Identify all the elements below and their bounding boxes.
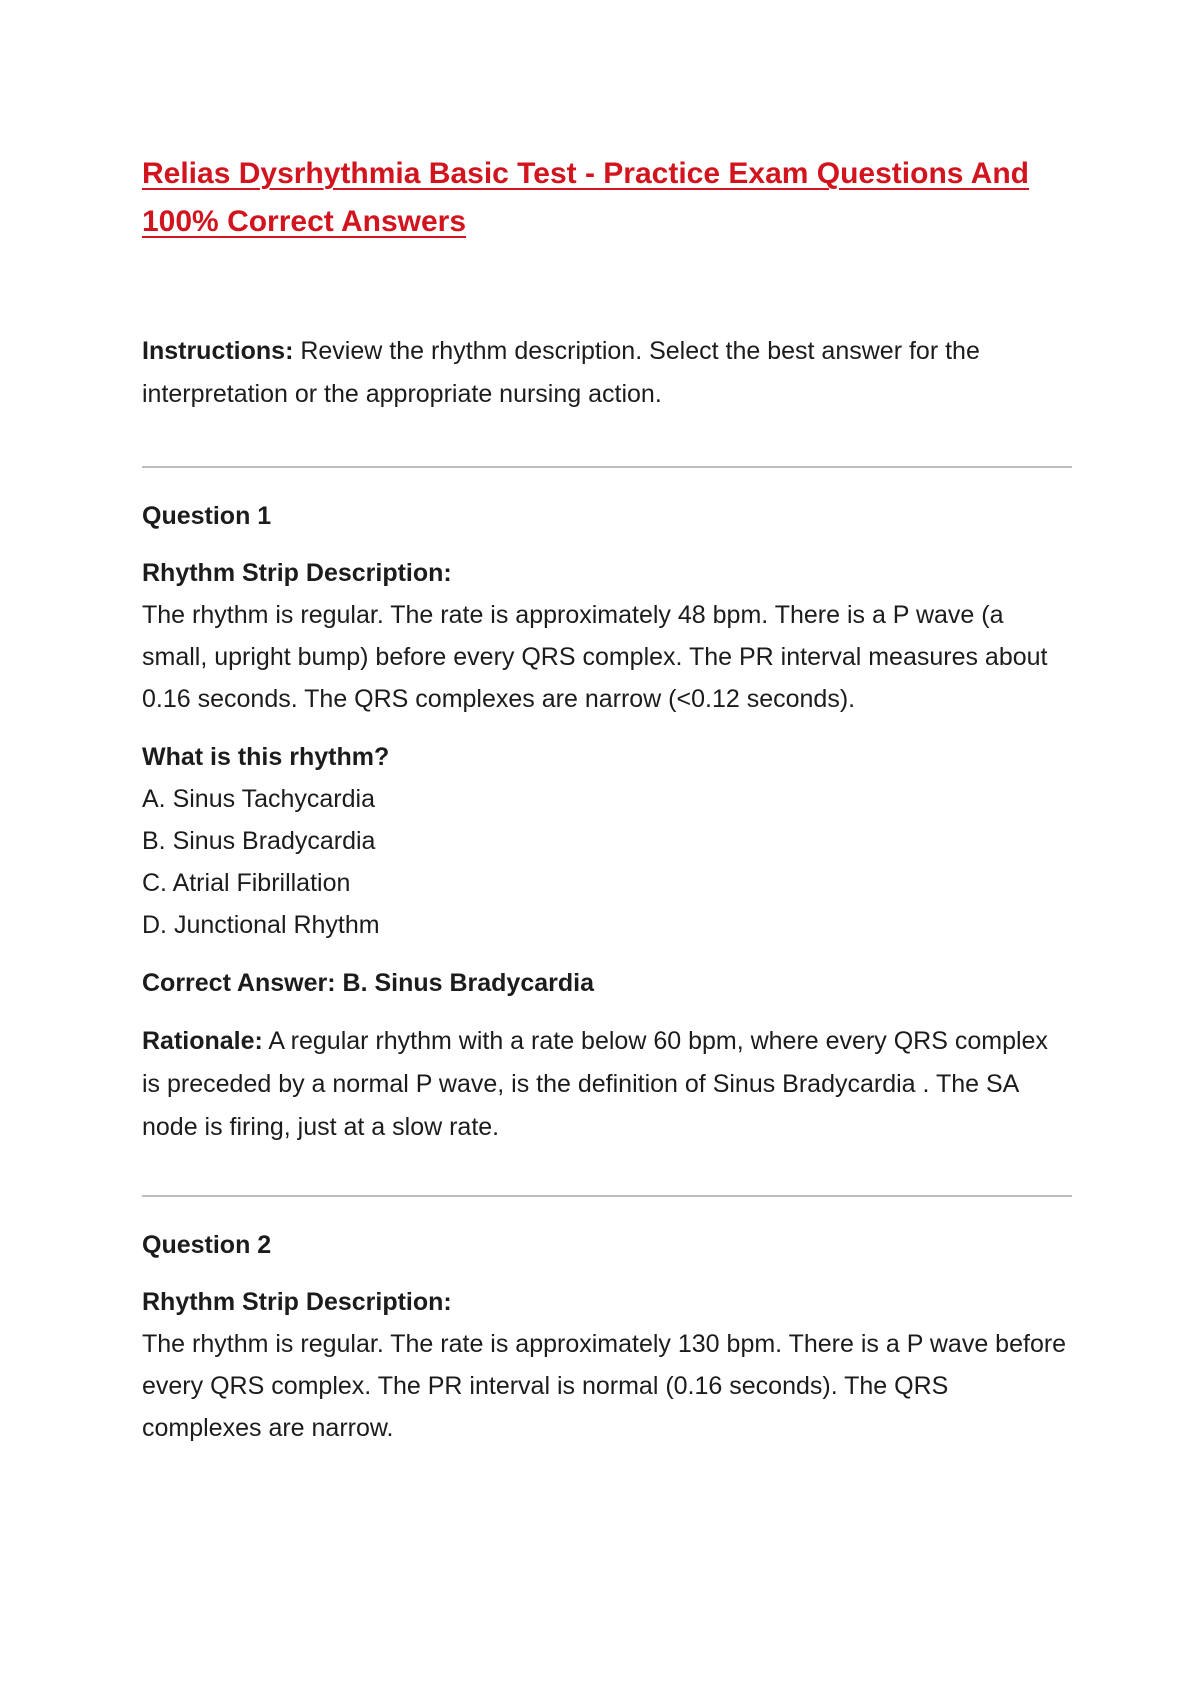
section-divider <box>142 1195 1072 1197</box>
document-title <box>142 150 1072 246</box>
question-1 <box>142 500 1072 1149</box>
rhythm-strip-label: Rhythm Strip Description: <box>142 1288 452 1316</box>
rationale-label: Rationale: <box>142 1027 263 1055</box>
rhythm-strip-description: The rhythm is regular. The rate is approximately 48 bpm. There is a P wave (a small, upright bump) before every QRS complex. The PR interval measures about 0.16 seconds. The QRS complexes are narrow (<0.12 seconds). <box>142 601 1048 713</box>
instructions <box>142 330 1072 416</box>
instructions-text: Review the rhythm description. Select the best answer for the interpretation or the appropriate nursing action. <box>142 337 980 408</box>
document-page <box>142 150 1072 1449</box>
question-heading: Question 2 <box>142 1231 272 1259</box>
answer-options <box>142 778 1072 946</box>
answer-option-d: D. Junctional Rhythm <box>142 911 380 939</box>
answer-option-a: A. Sinus Tachycardia <box>142 785 375 813</box>
instructions-label: Instructions: <box>142 337 294 365</box>
answer-option-b: B. Sinus Bradycardia <box>142 827 376 855</box>
document-title-text: Relias Dysrhythmia Basic Test - Practice Exam Questions And 100% Correct Answers <box>142 157 1029 238</box>
answer-option-c: C. Atrial Fibrillation <box>142 869 351 897</box>
correct-answer: Correct Answer: B. Sinus Bradycardia <box>142 969 594 997</box>
question-prompt: What is this rhythm? <box>142 743 390 771</box>
section-divider <box>142 466 1072 468</box>
rationale-text: A regular rhythm with a rate below 60 bpm, where every QRS complex is preceded by a normal P wave, is the definition of Sinus Bradycardia . The SA node is firing, just at a slow rate. <box>142 1027 1048 1141</box>
rhythm-strip-label: Rhythm Strip Description: <box>142 559 452 587</box>
rhythm-strip-description: The rhythm is regular. The rate is approximately 130 bpm. There is a P wave before every QRS complex. The PR interval is normal (0.16 seconds). The QRS complexes are narrow. <box>142 1330 1067 1442</box>
question-heading: Question 1 <box>142 502 272 530</box>
rationale <box>142 1020 1072 1149</box>
question-2 <box>142 1229 1072 1449</box>
